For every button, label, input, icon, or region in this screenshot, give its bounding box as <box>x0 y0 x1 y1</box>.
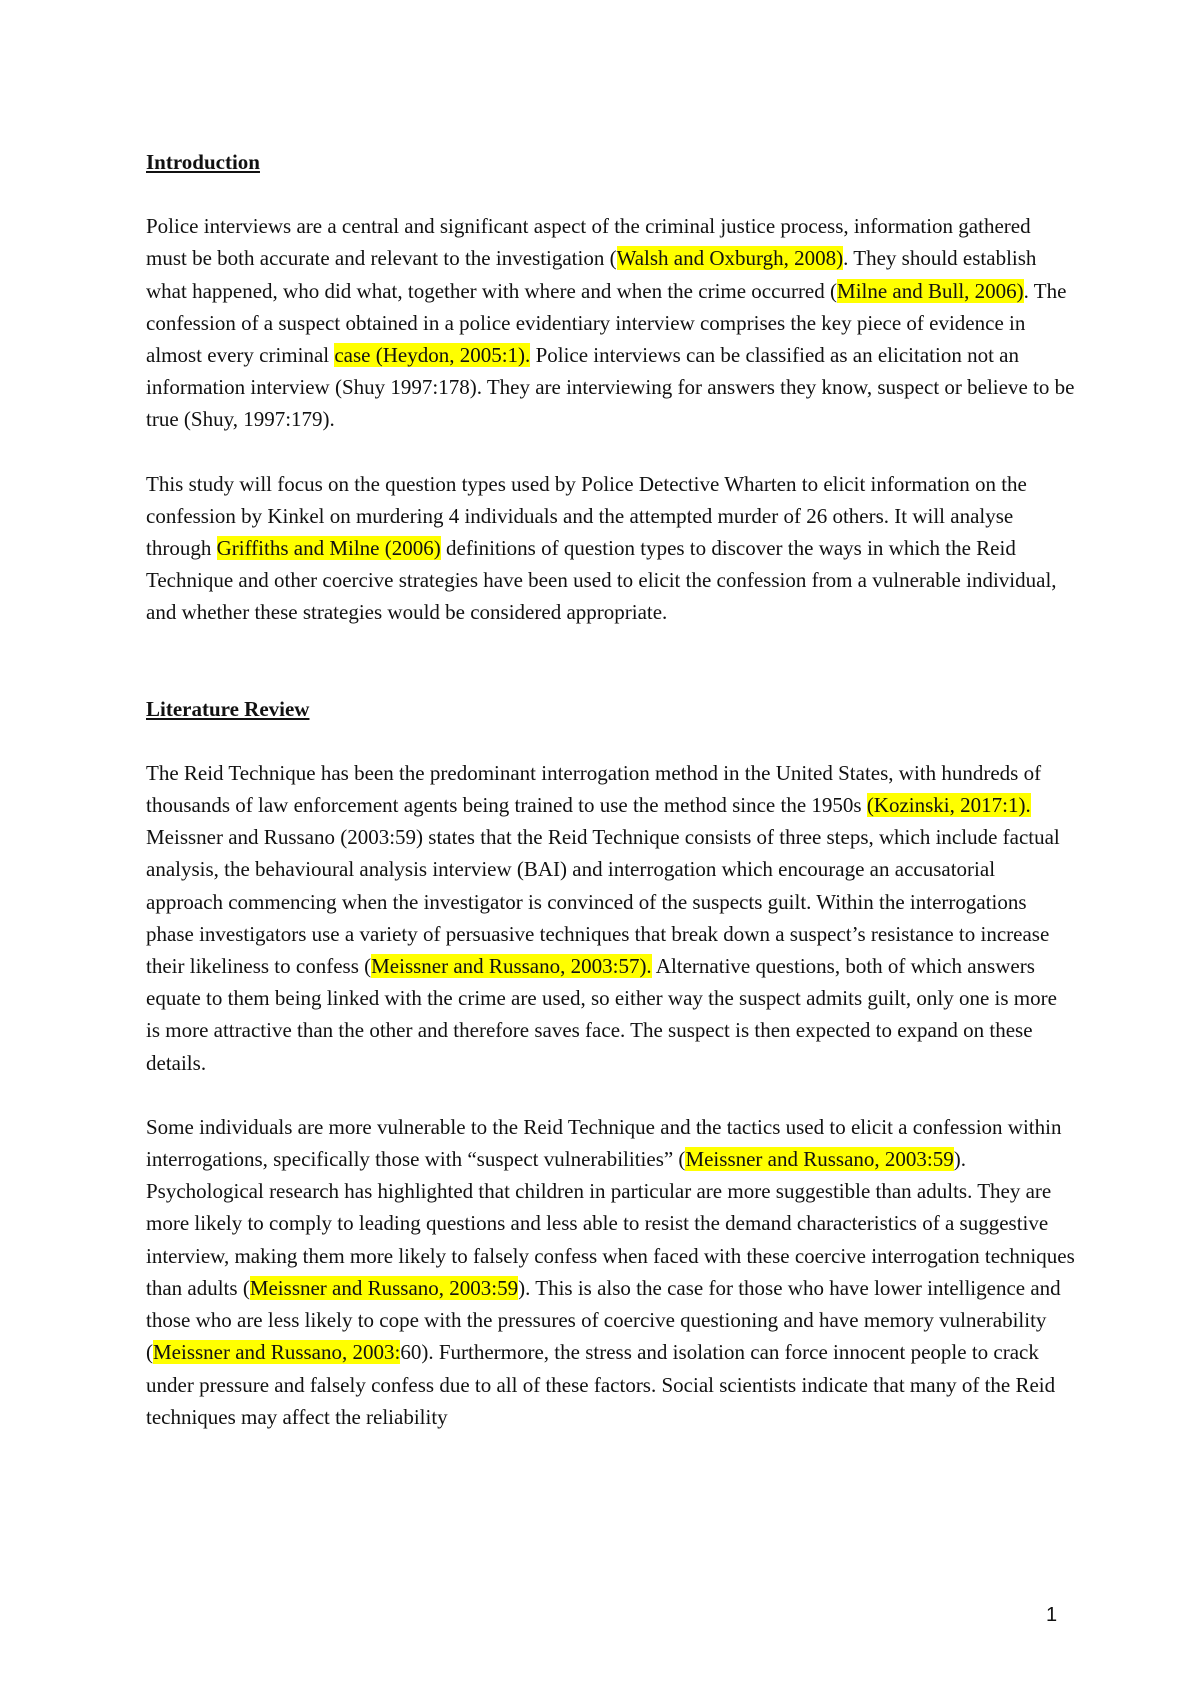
citation-highlight: Griffiths and Milne (2006) <box>216 536 441 561</box>
section-heading-literature-review: Literature Review <box>146 696 310 721</box>
document-body <box>146 146 1076 1433</box>
citation-highlight: Walsh and Oxburgh, 2008) <box>616 246 844 271</box>
paragraph-literature-2 <box>146 1111 1076 1433</box>
citation-highlight: Meissner and Russano, 2003:57). <box>371 954 652 979</box>
citation-highlight: Meissner and Russano, 2003: <box>153 1340 401 1365</box>
text-run: . The confession of a suspect obtained in a police evidentiary interview comprises the key piece of evidence in almost every criminal <box>146 278 1067 368</box>
citation-highlight: Milne and Bull, 2006) <box>837 278 1024 303</box>
text-run: ). Psychological research has highlighted that children in particular are more suggestible than adults. They are more likely to comply to leading questions and less able to resist the demand characteristics of a suggestive interview, making them more likely to falsely confess when faced with these coercive interrogation techniques than adults ( <box>146 1147 1075 1300</box>
citation-highlight: Meissner and Russano, 2003:59 <box>685 1147 954 1172</box>
paragraph-intro-1 <box>146 210 1076 435</box>
page-number: 1 <box>1046 1604 1058 1626</box>
text-run: Meissner and Russano (2003:59) states that the Reid Technique consists of three steps, which include factual analysis, the behavioural analysis interview (BAI) and interrogation which encourage an accusatorial approach commencing when the investigator is convinced of the suspects guilt. Within the interrogations phase investigators use a variety of persuasive techniques that break down a suspect’s resistance to increase their likeliness to confess ( <box>146 825 1060 979</box>
text-run: . They should establish what happened, who did what, together with where and when the crime occurred ( <box>146 246 1037 303</box>
text-run: The Reid Technique has been the predominant interrogation method in the United States, with hundreds of thousands of law enforcement agents being trained to use the method since the 1950s <box>146 760 1042 818</box>
paragraph-literature-1 <box>146 757 1076 1079</box>
text-run: 60). Furthermore, the stress and isolation can force innocent people to crack under pressure and falsely confess due to all of these factors. Social scientists indicate that many of the Reid techniques may affect the reliability <box>146 1340 1056 1429</box>
text-run: Some individuals are more vulnerable to the Reid Technique and the tactics used to elicit a confession within interrogations, specifically those with “suspect vulnerabilities” ( <box>146 1114 1062 1172</box>
text-run: ). This is also the case for those who have lower intelligence and those who are less likely to cope with the pressures of coercive questioning and have memory vulnerability ( <box>146 1275 1061 1365</box>
text-run: Police interviews are a central and significant aspect of the criminal justice process, information gathered must be both accurate and relevant to the investigation ( <box>146 214 1031 271</box>
section-heading-introduction: Introduction <box>146 150 260 174</box>
paragraph-intro-2 <box>146 468 1076 629</box>
text-run: Police interviews can be classified as an elicitation not an information interview (Shuy 1997:178). They are interviewing for answers they know, suspect or believe to be true (Shuy, 1997:179). <box>146 343 1075 432</box>
text-run: Alternative questions, both of which answers equate to them being linked with the crime are used, so either way the suspect admits guilt, only one is more is more attractive than the other and therefore saves face. The suspect is then expected to expand on these details. <box>146 954 1057 1075</box>
citation-highlight: Meissner and Russano, 2003:59 <box>249 1275 519 1300</box>
text-run: This study will focus on the question types used by Police Detective Wharten to elicit information on the confession by Kinkel on murdering 4 individuals and the attempted murder of 26 others. It will analyse through <box>146 471 1027 561</box>
citation-highlight: case (Heydon, 2005:1). <box>334 343 531 368</box>
citation-highlight: (Kozinski, 2017:1). <box>866 793 1031 818</box>
text-run: definitions of question types to discover the ways in which the Reid Technique and other coercive strategies have been used to elicit the confession from a vulnerable individual, and whether these strategies would be considered appropriate. <box>146 536 1057 625</box>
